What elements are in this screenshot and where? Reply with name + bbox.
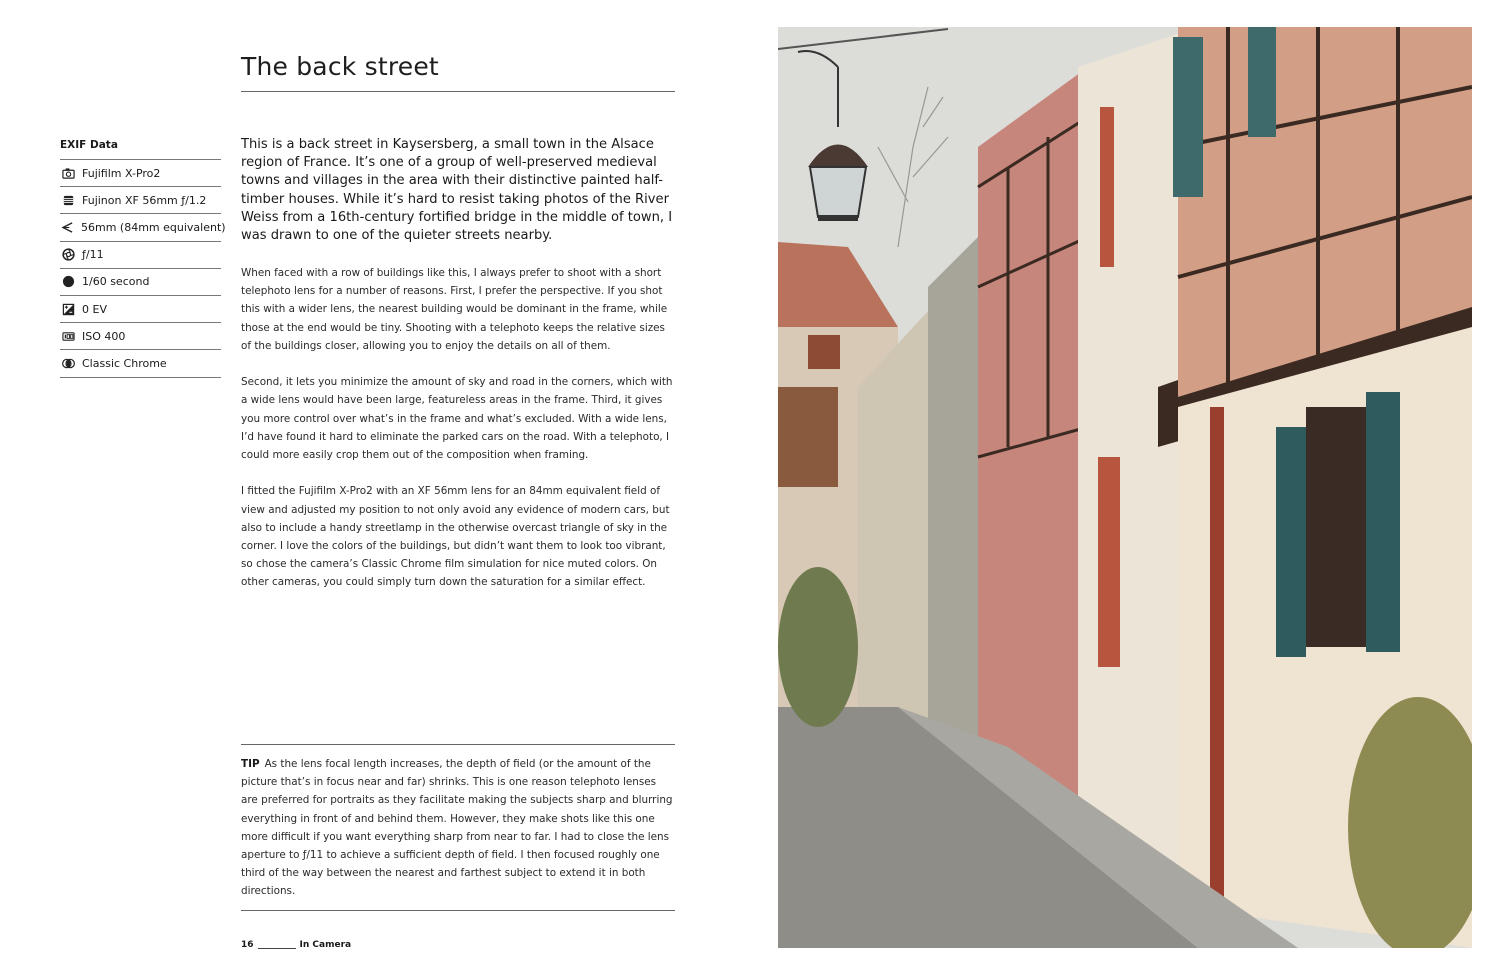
exif-row-film-simulation — [60, 350, 221, 377]
teal-shutter-right — [1366, 392, 1400, 652]
lede-paragraph: This is a back street in Kaysersberg, a small town in the Alsace region of France. It’s one of a group of well-preserved medieval towns and villages in the area with their distinctive painted half-timber houses. While it’s hard to resist taking photos of the River Weiss from a 16th-century fortified bridge in the middle of town, I was drawn to one of the quieter streets nearby. — [241, 137, 673, 244]
exif-row-exposure — [60, 296, 221, 323]
exif-sidebar — [60, 138, 226, 378]
exif-row-camera — [60, 160, 221, 187]
focal-length-icon — [61, 220, 74, 234]
iso-icon — [61, 329, 75, 343]
shrub-left — [778, 567, 858, 727]
exif-row-lens — [60, 187, 221, 214]
far-window — [808, 335, 840, 369]
exif-shutter-speed-value: 1/60 second — [82, 275, 150, 289]
exposure-compensation-icon — [61, 302, 75, 316]
street-photo — [778, 27, 1472, 948]
exif-film-simulation-value: Classic Chrome — [82, 356, 167, 370]
exif-camera-value: Fujifilm X-Pro2 — [82, 166, 161, 180]
exif-heading: EXIF Data — [60, 139, 118, 151]
tip-label: TIP — [241, 758, 260, 770]
red-shutter-upper — [1100, 107, 1114, 267]
exif-list — [60, 159, 226, 378]
tip-text: As the lens focal length increases, the depth of field (or the amount of the picture that’s in focus near and far) shrinks. This is one reason telephoto lenses are preferred for portraits as they facilitate making the subjects sharp and blurring everything in front of and behind them. However, they make shots like this one more difficult if you want everything sharp from near to far. I had to close the lens aperture to ƒ/11 to achieve a sufficient depth of field. I then focused roughly one third of the way between the nearest and farthest subject to extend it in both directions. — [241, 758, 673, 898]
exif-row-focal-length — [60, 214, 226, 241]
lens-icon — [61, 193, 75, 207]
body-paragraph: When faced with a row of buildings like this, I always prefer to shoot with a short telephoto lens for a number of reasons. First, I prefer the perspective. If you shot this with a wider lens, the nearest building would be dominant in the frame, while those at the end would be tiny. Shooting with a telephoto keeps the relative sizes of the buildings closer, allowing you to enjoy the details on all of them. — [241, 267, 668, 352]
exif-focal-length-value: 56mm (84mm equivalent) — [81, 220, 226, 234]
red-shutter — [1098, 457, 1120, 667]
tip-divider-top — [241, 744, 675, 745]
page-footer — [241, 940, 351, 950]
window-opening — [1306, 407, 1366, 647]
street-photo-illustration — [778, 27, 1472, 948]
aperture-icon — [61, 248, 75, 262]
book-title: In Camera — [299, 940, 352, 950]
teal-shutter-top — [1173, 37, 1203, 197]
film-simulation-icon — [61, 356, 75, 370]
body-text — [241, 264, 677, 610]
shutter-speed-icon — [61, 275, 75, 289]
exif-iso-value: ISO 400 — [82, 329, 126, 343]
body-paragraph: Second, it lets you minimize the amount of sky and road in the corners, which with a wide lens would have been large, featureless areas in the frame. Third, it gives you more control over what’s in the frame and what’s excluded. With a wide lens, I’d have found it hard to eliminate the parked cars on the road. With a telephoto, I could more easily crop them out of the composition when framing. — [241, 376, 673, 462]
drainpipe — [1210, 407, 1224, 897]
title-divider — [241, 91, 675, 92]
footer-rule — [258, 948, 296, 949]
teal-shutter-left — [1276, 427, 1306, 657]
exif-aperture-value: ƒ/11 — [82, 248, 104, 262]
tip-box — [241, 755, 675, 901]
body-paragraph: I fitted the Fujifilm X-Pro2 with an XF 56mm lens for an 84mm equivalent field of view and adjusted my position to not only avoid any evidence of modern cars, but also to include a handy streetlamp in the otherwise overcast triangle of sky in the corner. I love the colors of the buildings, but didn’t want them to look too vibrant, so chose the camera’s Classic Chrome film simulation for nice muted colors. On other cameras, you could simply turn down the saturation for a similar effect. — [241, 485, 670, 589]
exif-exposure-value: 0 EV — [82, 302, 107, 316]
teal-shutter-top-2 — [1248, 27, 1276, 137]
page-number: 16 — [241, 940, 254, 950]
exif-row-shutter-speed — [60, 269, 221, 296]
tip-divider-bottom — [241, 910, 675, 911]
exif-lens-value: Fujinon XF 56mm ƒ/1.2 — [82, 193, 207, 207]
camera-icon — [61, 166, 75, 180]
exif-row-iso — [60, 323, 221, 350]
page-title: The back street — [241, 52, 439, 81]
far-balcony — [778, 387, 838, 487]
exif-row-aperture — [60, 242, 221, 269]
